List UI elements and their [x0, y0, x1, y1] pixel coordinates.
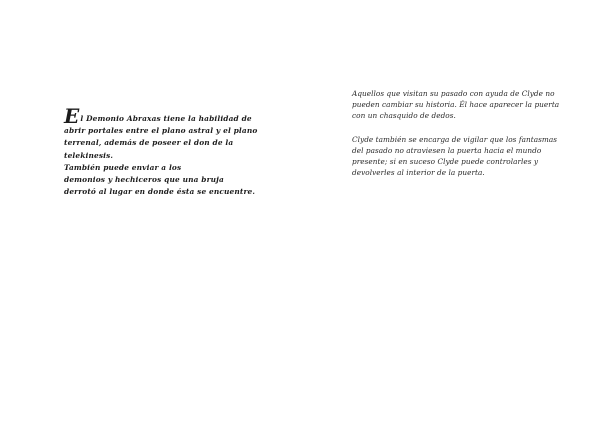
text-line: del pasado no atraviesen la puerta hacia el mundo: [352, 145, 542, 155]
clyde-description: [352, 88, 560, 178]
text-line: Clyde también se encarga de vigilar que los fantasmas: [352, 134, 558, 144]
text-line: devolverles al interior de la puerta.: [352, 168, 485, 178]
text-line: demonios y hechiceros que una bruja: [64, 175, 224, 185]
abraxas-description: [64, 104, 258, 198]
text-line: derrotó al lugar en donde ésta se encuentre.: [64, 187, 256, 197]
drop-cap: E: [64, 104, 80, 128]
text-line-content: l Demonio Abraxas tiene la habilidad de: [80, 114, 252, 123]
text-line: abrir portales entre el plano astral y el plano: [64, 126, 258, 136]
text-line: pueden cambiar su historia. Él hace aparecer la puerta: [352, 100, 560, 110]
text-line: con un chasquido de dedos.: [352, 111, 456, 121]
text-line: Aquellos que visitan su pasado con ayuda de Clyde no: [352, 89, 555, 98]
text-line: presente; si en suceso Clyde puede controlarles y: [352, 157, 539, 167]
text-line: [64, 104, 252, 128]
paragraph-gap: [352, 122, 552, 134]
text-line: También puede enviar a los: [64, 162, 182, 172]
text-line: telekinesis.: [64, 150, 114, 160]
text-line: terrenal, además de poseer el don de la: [64, 138, 234, 148]
